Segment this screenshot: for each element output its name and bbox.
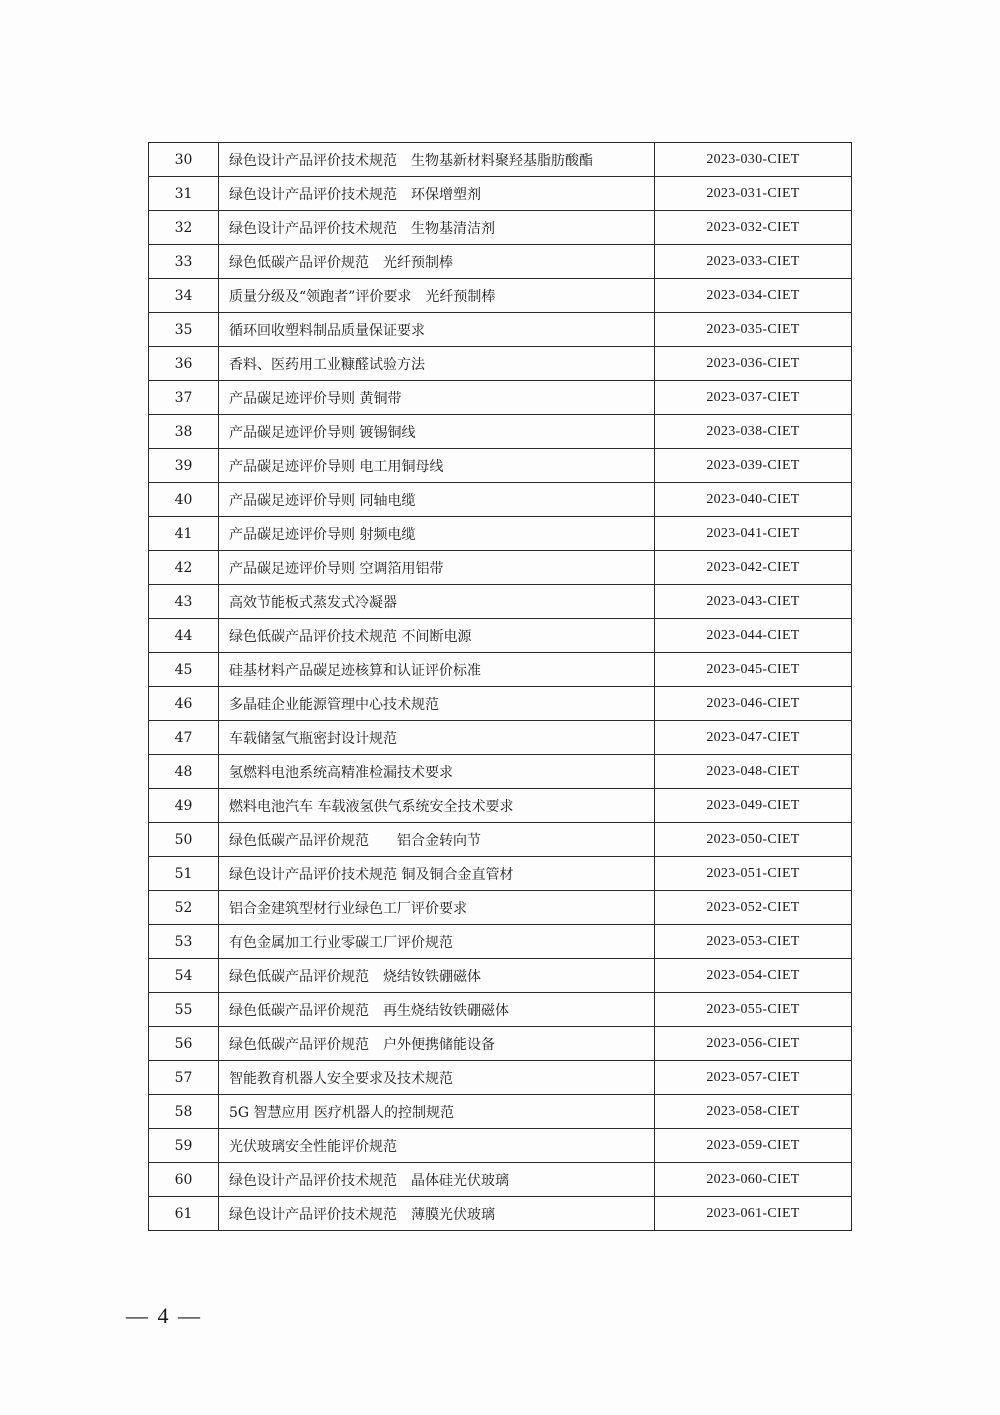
standard-code: 2023-037-CIET (655, 381, 852, 415)
standard-code: 2023-054-CIET (655, 959, 852, 993)
table-row (149, 585, 852, 619)
standard-code: 2023-036-CIET (655, 347, 852, 381)
table-row (149, 1027, 852, 1061)
standard-code: 2023-041-CIET (655, 517, 852, 551)
table-row (149, 381, 852, 415)
standard-code: 2023-035-CIET (655, 313, 852, 347)
standard-name: 绿色设计产品评价技术规范 晶体硅光伏玻璃 (219, 1163, 655, 1197)
table-row (149, 925, 852, 959)
table-row (149, 143, 852, 177)
table-row (149, 687, 852, 721)
standard-code: 2023-034-CIET (655, 279, 852, 313)
row-number: 40 (149, 483, 219, 517)
standard-code: 2023-038-CIET (655, 415, 852, 449)
standard-code: 2023-047-CIET (655, 721, 852, 755)
standard-name: 产品碳足迹评价导则 同轴电缆 (219, 483, 655, 517)
standard-code: 2023-061-CIET (655, 1197, 852, 1231)
table-row (149, 653, 852, 687)
standard-name: 绿色低碳产品评价规范 铝合金转向节 (219, 823, 655, 857)
standard-name: 产品碳足迹评价导则 射频电缆 (219, 517, 655, 551)
standard-name: 有色金属加工行业零碳工厂评价规范 (219, 925, 655, 959)
standard-name: 绿色设计产品评价技术规范 环保增塑剂 (219, 177, 655, 211)
row-number: 43 (149, 585, 219, 619)
row-number: 42 (149, 551, 219, 585)
standard-name: 绿色低碳产品评价规范 烧结钕铁硼磁体 (219, 959, 655, 993)
standard-code: 2023-046-CIET (655, 687, 852, 721)
table-row (149, 551, 852, 585)
standard-name: 绿色设计产品评价技术规范 生物基新材料聚羟基脂肪酸酯 (219, 143, 655, 177)
row-number: 30 (149, 143, 219, 177)
row-number: 52 (149, 891, 219, 925)
standard-code: 2023-040-CIET (655, 483, 852, 517)
row-number: 33 (149, 245, 219, 279)
standard-code: 2023-045-CIET (655, 653, 852, 687)
row-number: 35 (149, 313, 219, 347)
standard-name: 绿色设计产品评价技术规范 薄膜光伏玻璃 (219, 1197, 655, 1231)
standard-code: 2023-030-CIET (655, 143, 852, 177)
row-number: 47 (149, 721, 219, 755)
standard-code: 2023-053-CIET (655, 925, 852, 959)
standard-name: 车载储氢气瓶密封设计规范 (219, 721, 655, 755)
standard-code: 2023-057-CIET (655, 1061, 852, 1095)
standard-code: 2023-031-CIET (655, 177, 852, 211)
row-number: 50 (149, 823, 219, 857)
table-row (149, 891, 852, 925)
standard-code: 2023-039-CIET (655, 449, 852, 483)
row-number: 51 (149, 857, 219, 891)
standard-name: 产品碳足迹评价导则 黄铜带 (219, 381, 655, 415)
table-row (149, 1129, 852, 1163)
standard-code: 2023-043-CIET (655, 585, 852, 619)
standard-name: 质量分级及“领跑者”评价要求 光纤预制棒 (219, 279, 655, 313)
standard-name: 多晶硅企业能源管理中心技术规范 (219, 687, 655, 721)
table-row (149, 211, 852, 245)
row-number: 45 (149, 653, 219, 687)
table-row (149, 755, 852, 789)
standard-code: 2023-049-CIET (655, 789, 852, 823)
standard-name: 5G 智慧应用 医疗机器人的控制规范 (219, 1095, 655, 1129)
table-row (149, 449, 852, 483)
standard-code: 2023-050-CIET (655, 823, 852, 857)
table-row (149, 823, 852, 857)
page-number: — 4 — (126, 1303, 202, 1328)
row-number: 41 (149, 517, 219, 551)
row-number: 55 (149, 993, 219, 1027)
row-number: 48 (149, 755, 219, 789)
table-row (149, 347, 852, 381)
row-number: 53 (149, 925, 219, 959)
standard-name: 光伏玻璃安全性能评价规范 (219, 1129, 655, 1163)
table-row (149, 1095, 852, 1129)
table-row (149, 483, 852, 517)
row-number: 56 (149, 1027, 219, 1061)
standard-code: 2023-055-CIET (655, 993, 852, 1027)
row-number: 59 (149, 1129, 219, 1163)
standard-name: 铝合金建筑型材行业绿色工厂评价要求 (219, 891, 655, 925)
table-row (149, 517, 852, 551)
standard-name: 产品碳足迹评价导则 电工用铜母线 (219, 449, 655, 483)
row-number: 44 (149, 619, 219, 653)
standard-name: 绿色设计产品评价技术规范 铜及铜合金直管材 (219, 857, 655, 891)
standard-code: 2023-052-CIET (655, 891, 852, 925)
standard-code: 2023-044-CIET (655, 619, 852, 653)
table-row (149, 789, 852, 823)
table-row (149, 959, 852, 993)
row-number: 54 (149, 959, 219, 993)
standard-code: 2023-059-CIET (655, 1129, 852, 1163)
standard-name: 绿色低碳产品评价技术规范 不间断电源 (219, 619, 655, 653)
row-number: 46 (149, 687, 219, 721)
table-row (149, 1061, 852, 1095)
row-number: 49 (149, 789, 219, 823)
table-row (149, 857, 852, 891)
standard-name: 循环回收塑料制品质量保证要求 (219, 313, 655, 347)
standard-name: 氢燃料电池系统高精准检漏技术要求 (219, 755, 655, 789)
table-row (149, 619, 852, 653)
standard-code: 2023-033-CIET (655, 245, 852, 279)
standard-name: 智能教育机器人安全要求及技术规范 (219, 1061, 655, 1095)
table-row (149, 279, 852, 313)
row-number: 61 (149, 1197, 219, 1231)
table-row (149, 415, 852, 449)
standard-code: 2023-058-CIET (655, 1095, 852, 1129)
standard-name: 绿色低碳产品评价规范 再生烧结钕铁硼磁体 (219, 993, 655, 1027)
standard-name: 绿色低碳产品评价规范 户外便携储能设备 (219, 1027, 655, 1061)
row-number: 58 (149, 1095, 219, 1129)
row-number: 32 (149, 211, 219, 245)
table-row (149, 1197, 852, 1231)
standard-name: 产品碳足迹评价导则 镀锡铜线 (219, 415, 655, 449)
table-row (149, 993, 852, 1027)
row-number: 60 (149, 1163, 219, 1197)
standard-code: 2023-060-CIET (655, 1163, 852, 1197)
table-row (149, 1163, 852, 1197)
standard-name: 绿色低碳产品评价规范 光纤预制棒 (219, 245, 655, 279)
table-row (149, 313, 852, 347)
standard-code: 2023-032-CIET (655, 211, 852, 245)
standard-name: 硅基材料产品碳足迹核算和认证评价标准 (219, 653, 655, 687)
table-row (149, 245, 852, 279)
standard-name: 绿色设计产品评价技术规范 生物基清洁剂 (219, 211, 655, 245)
standard-code: 2023-056-CIET (655, 1027, 852, 1061)
standards-table (148, 142, 852, 1231)
table-body (149, 143, 852, 1231)
table-row (149, 177, 852, 211)
standard-code: 2023-048-CIET (655, 755, 852, 789)
row-number: 39 (149, 449, 219, 483)
row-number: 38 (149, 415, 219, 449)
table-row (149, 721, 852, 755)
row-number: 36 (149, 347, 219, 381)
standard-code: 2023-051-CIET (655, 857, 852, 891)
standard-name: 燃料电池汽车 车载液氢供气系统安全技术要求 (219, 789, 655, 823)
row-number: 37 (149, 381, 219, 415)
row-number: 34 (149, 279, 219, 313)
standard-name: 香料、医药用工业糠醛试验方法 (219, 347, 655, 381)
standard-code: 2023-042-CIET (655, 551, 852, 585)
row-number: 31 (149, 177, 219, 211)
standard-name: 产品碳足迹评价导则 空调箔用铝带 (219, 551, 655, 585)
row-number: 57 (149, 1061, 219, 1095)
standard-name: 高效节能板式蒸发式冷凝器 (219, 585, 655, 619)
